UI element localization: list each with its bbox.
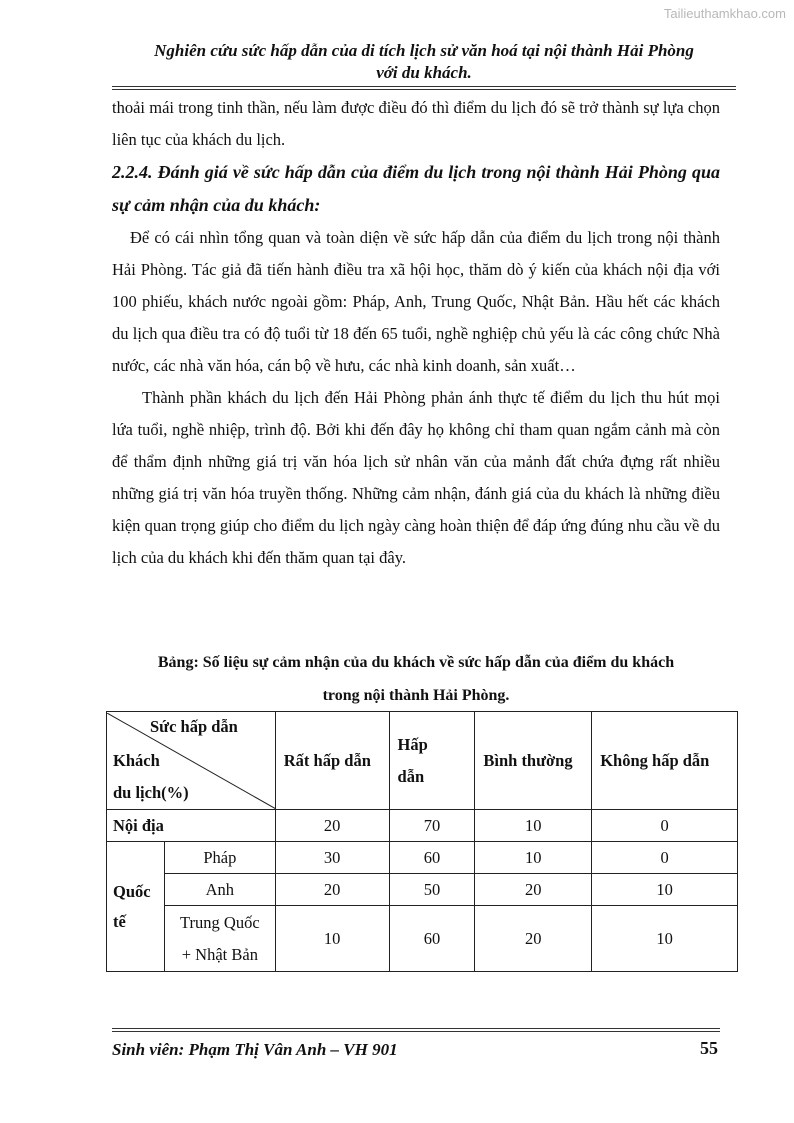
row-label-international (107, 842, 165, 972)
paragraph-continuation: thoải mái trong tinh thần, nếu làm được điều đó thì điểm du lịch đó sẽ trở thành sự lựa chọn liên tục của khách du lịch. (112, 98, 720, 149)
corner-bottom-line-1: Khách (113, 750, 160, 770)
row-label-china-japan (164, 906, 275, 972)
cell-value: 50 (389, 874, 475, 906)
page-number: 55 (700, 1038, 718, 1058)
caption-line-2: trong nội thành Hải Phòng. (322, 687, 510, 704)
cell-value: 10 (475, 842, 592, 874)
header-line-1: Nghiên cứu sức hấp dẫn của di tích lịch sử văn hoá tại nội thành Hải Phòng (154, 41, 694, 60)
cell-value: 20 (475, 906, 592, 972)
row-label-france: Pháp (164, 842, 275, 874)
cell-value: 10 (592, 906, 738, 972)
attraction-table (106, 711, 738, 972)
cell-value: 0 (592, 842, 738, 874)
table-row (107, 874, 738, 906)
header-rule (112, 86, 736, 90)
header-very-attractive: Rất hấp dẫn (275, 712, 389, 810)
corner-bottom-line-2: du lịch(%) (113, 782, 189, 802)
cell-value: 60 (389, 906, 475, 972)
watermark-text: Tailieuthamkhao.com (663, 6, 786, 21)
body-text (112, 92, 720, 574)
corner-cell (107, 712, 276, 810)
cell-value: 20 (275, 810, 389, 842)
china-japan-line-1: Trung Quốc (180, 912, 260, 932)
header-attractive-line-2: dẫn (397, 766, 425, 786)
paragraph-survey: Để có cái nhìn tổng quan và toàn diện về sức hấp dẫn của điểm du lịch trong nội thành Hải Phòng. Tác giả đã tiến hành điều tra xã hội học, thăm dò ý kiến của khách nội địa với 100 phiếu, khách nước ngoài gồm: Pháp, Anh, Trung Quốc, Nhật Bản. Hầu hết các khách du lịch qua điều tra có độ tuổi từ 18 đến 65 tuổi, nghề nghiệp chủ yếu là các công chức Nhà nước, các nhà văn hóa, cán bộ về hưu, các nhà kinh doanh, sản xuất… (112, 228, 720, 375)
cell-value: 10 (592, 874, 738, 906)
table-row (107, 810, 738, 842)
cell-value: 0 (592, 810, 738, 842)
header-normal: Bình thường (475, 712, 592, 810)
table-caption (112, 646, 720, 712)
row-label-domestic: Nội địa (107, 810, 276, 842)
header-line-2: với du khách. (376, 63, 472, 82)
running-header (112, 40, 736, 84)
table-row (107, 842, 738, 874)
cell-value: 20 (275, 874, 389, 906)
table-header-row (107, 712, 738, 810)
caption-line-1: Bảng: Số liệu sự cảm nhận của du khách về sức hấp dẫn của điểm du khách (157, 654, 675, 671)
international-label-line-2: tế (113, 911, 126, 931)
row-label-england: Anh (164, 874, 275, 906)
china-japan-line-2: + Nhật Bản (181, 944, 258, 964)
header-attractive (389, 712, 475, 810)
international-label-line-1: Quốc (113, 881, 151, 901)
section-heading: 2.2.4. Đánh giá về sức hấp dẫn của điểm du lịch trong nội thành Hải Phòng qua sự cảm nhận của du khách: (112, 162, 720, 215)
paragraph-composition: Thành phần khách du lịch đến Hải Phòng phản ánh thực tế điểm du lịch thu hút mọi lứa tuổi, nghề nhiệp, trình độ. Bởi khi đến đây họ không chỉ tham quan ngắm cảnh mà còn để thẩm định những giá trị văn hóa lịch sử nhân văn của mảnh đất chứa đựng rất nhiều những giá trị văn hóa truyền thống. Những cảm nhận, đánh giá của du khách là những điều kiện quan trọng giúp cho điểm du lịch ngày càng hoàn thiện để đáp ứng đúng nhu cầu về du lịch của du khách khi đến thăm quan tại đây. (112, 388, 720, 567)
header-not-attractive: Không hấp dẫn (592, 712, 738, 810)
cell-value: 60 (389, 842, 475, 874)
footer-student: Sinh viên: Phạm Thị Vân Anh – VH 901 (112, 1040, 398, 1059)
cell-value: 20 (475, 874, 592, 906)
corner-top-label: Sức hấp dẫn (150, 716, 238, 736)
cell-value: 30 (275, 842, 389, 874)
corner-bottom-label (113, 745, 189, 809)
header-attractive-line-1: Hấp (397, 734, 428, 754)
footer-rule (112, 1028, 720, 1032)
cell-value: 10 (475, 810, 592, 842)
table-row (107, 906, 738, 972)
cell-value: 10 (275, 906, 389, 972)
cell-value: 70 (389, 810, 475, 842)
